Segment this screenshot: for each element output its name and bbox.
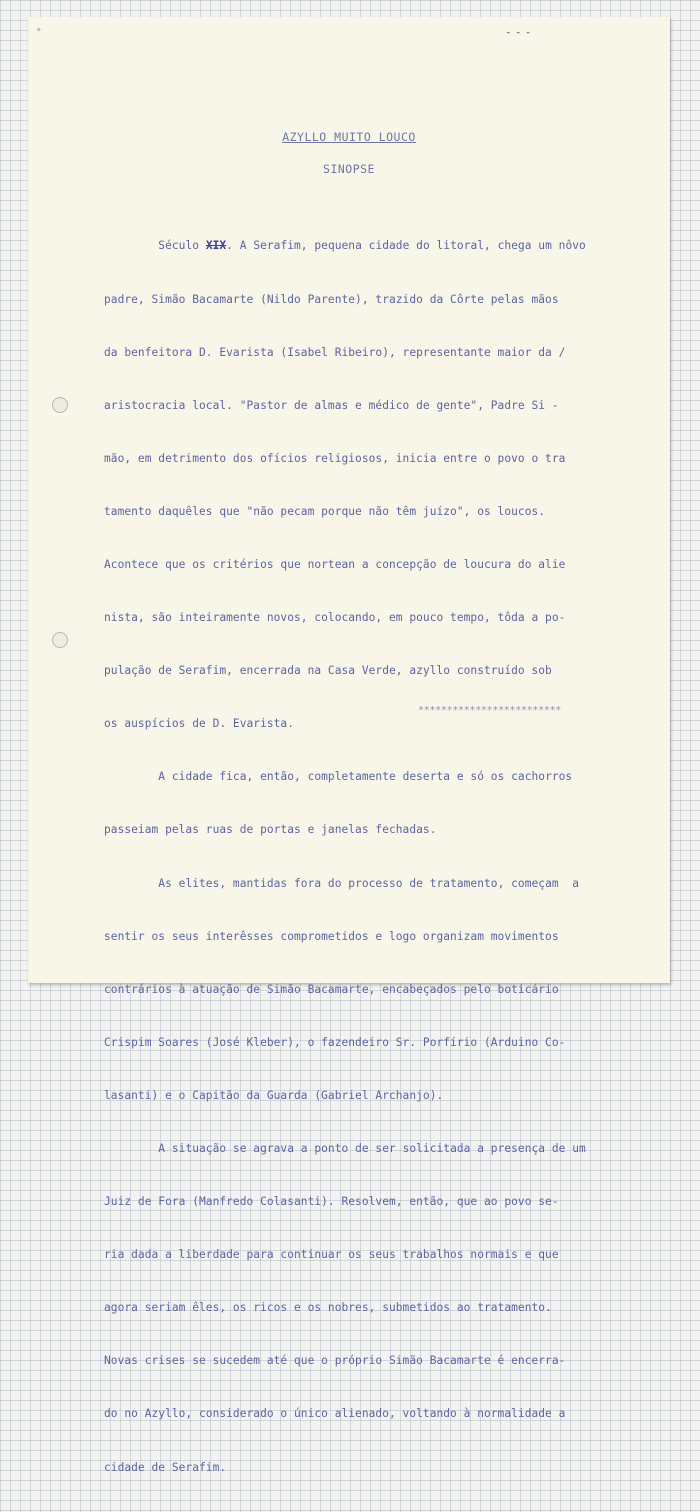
document-subtitle: SINOPSE bbox=[323, 162, 375, 176]
text-line: passeiam pelas ruas de portas e janelas fechadas. bbox=[104, 823, 437, 837]
synopsis-body bbox=[104, 202, 624, 1512]
text-line: Século XIX. A Serafim, pequena cidade do litoral, chega um nôvo bbox=[158, 239, 586, 253]
text-line: aristocracia local. "Pastor de almas e médico de gente", Padre Si - bbox=[104, 398, 559, 412]
text-line: nista, são inteiramente novos, colocando, em pouco tempo, tôda a po- bbox=[104, 611, 566, 625]
text-line: Acontece que os critérios que nortean a concepção de loucura do alie bbox=[104, 557, 566, 571]
text-line: agora seriam êles, os ricos e os nobres, submetidos ao tratamento. bbox=[104, 1301, 552, 1315]
text-line: ria dada a liberdade para continuar os seus trabalhos normais e que bbox=[104, 1248, 559, 1262]
text-line: As elites, mantidas fora do processo de tratamento, começam a bbox=[158, 876, 579, 890]
text-line: cidade de Serafim. bbox=[104, 1460, 227, 1474]
text-line: do no Azyllo, considerado o único alienado, voltando à normalidade a bbox=[104, 1407, 566, 1421]
text-line: lasanti) e o Capitão da Guarda (Gabriel Archanjo). bbox=[104, 1088, 444, 1102]
text-line: da benfeitora D. Evarista (Isabel Ribeiro), representante maior da / bbox=[104, 345, 566, 359]
text-line: sentir os seus interêsses comprometidos e logo organizam movimentos bbox=[104, 929, 559, 943]
text-line: Crispim Soares (José Kleber), o fazendeiro Sr. Porfírio (Arduino Co- bbox=[104, 1035, 566, 1049]
text-line: A situação se agrava a ponto de ser solicitada a presença de um bbox=[158, 1142, 586, 1155]
text-line: padre, Simão Bacamarte (Nildo Parente), trazido da Côrte pelas mãos bbox=[104, 292, 559, 306]
document-title: AZYLLO MUITO LOUCO bbox=[282, 130, 416, 144]
text-line: Juiz de Fora (Manfredo Colasanti). Resolvem, então, que ao povo se- bbox=[104, 1195, 559, 1209]
text-line: Novas crises se sucedem até que o próprio Simão Bacamarte é encerra- bbox=[104, 1354, 566, 1368]
staple-mark: ✧ bbox=[36, 25, 42, 35]
text-line: A cidade fica, então, completamente deserta e só os cachorros bbox=[158, 770, 573, 784]
end-mark: ************************* bbox=[418, 705, 562, 716]
text-line: tamento daquêles que "não pecam porque não têm juízo", os loucos. bbox=[104, 504, 546, 518]
text-line: pulação de Serafim, encerrada na Casa Verde, azyllo construído sob bbox=[104, 664, 552, 678]
punch-hole bbox=[52, 397, 68, 413]
text-line: mão, em detrimento dos ofícios religiosos, inicia entre o povo o tra bbox=[104, 451, 566, 465]
staple-mark: ⁃ ⁃ ⁃ bbox=[506, 29, 531, 39]
struck-word: XIX bbox=[205, 239, 227, 253]
punch-hole bbox=[52, 632, 68, 648]
text-line: os auspícios de D. Evarista. bbox=[104, 717, 294, 731]
typed-page bbox=[28, 17, 670, 1474]
text-line: contrários à atuação de Simão Bacamarte, encabeçados pelo boticário bbox=[104, 982, 559, 996]
